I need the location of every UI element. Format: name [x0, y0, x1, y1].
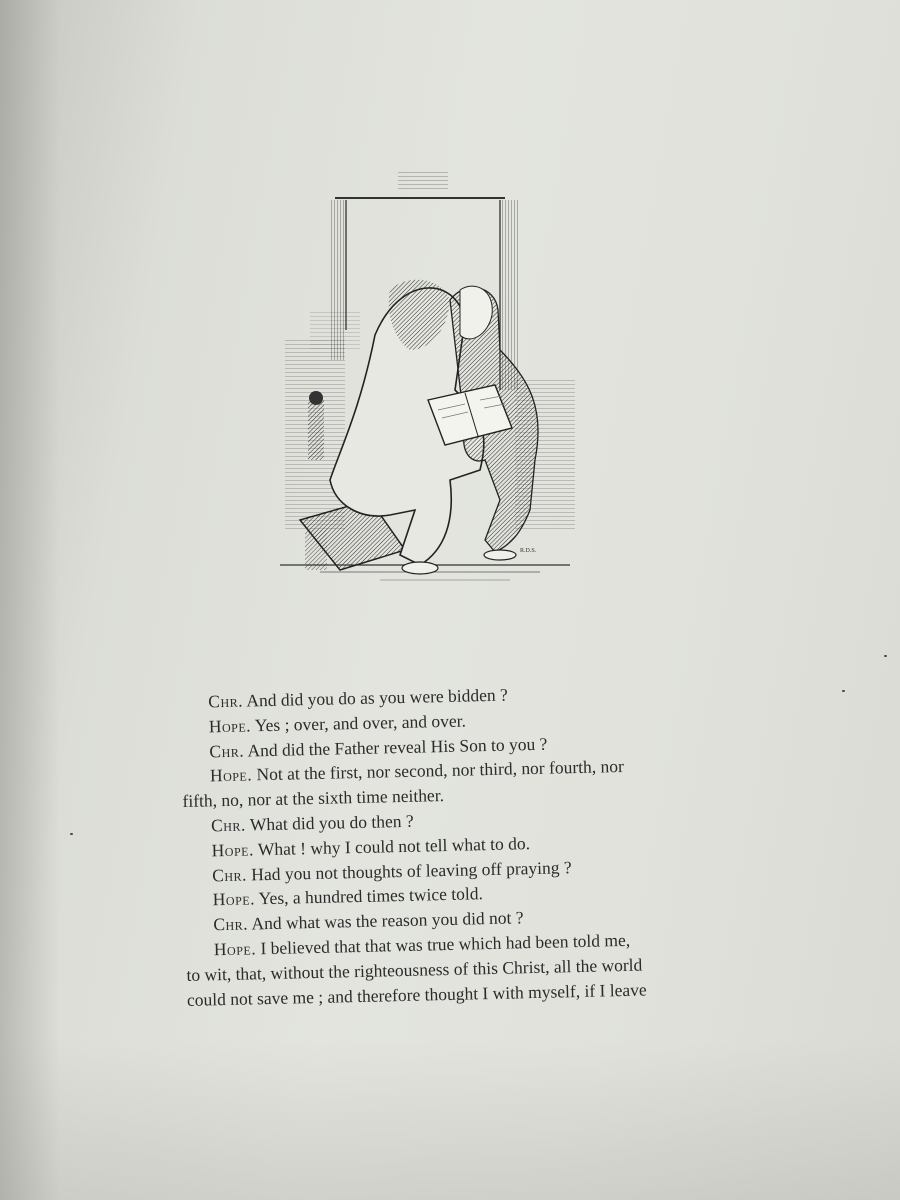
dialogue-line: fifth, no, nor at the sixth time neither.	[182, 785, 445, 812]
dialogue-line: Chr. Had you not thoughts of leaving off praying ?	[211, 856, 572, 885]
dialogue-line: Hope. Yes, a hundred times twice told.	[212, 883, 484, 910]
ink-speck	[70, 833, 73, 835]
dialogue-line: Hope. Not at the first, nor second, nor third, nor fourth, nor	[209, 756, 625, 786]
page-bottom-shadow	[0, 1040, 900, 1200]
ink-speck	[842, 690, 845, 692]
engraving-two-figures-reading-book-icon	[280, 160, 580, 590]
dialogue-line: Hope. I believed that that was true which had been told me,	[213, 929, 631, 960]
dialogue-text	[180, 678, 732, 1013]
dialogue-line: Chr. What did you do then ?	[210, 810, 414, 836]
dialogue-line: could not save me ; and therefore thought I with myself, if I leave	[186, 979, 647, 1010]
dialogue-line: Hope. Yes ; over, and over, and over.	[208, 710, 467, 737]
engraving-illustration	[280, 160, 580, 590]
dialogue-line: Chr. And did you do as you were bidden ?	[208, 684, 509, 712]
dialogue-line: Hope. What ! why I could not tell what to do.	[211, 832, 531, 861]
ink-speck	[884, 655, 887, 657]
dialogue-line: Chr. And what was the reason you did not ?	[213, 907, 524, 935]
dialogue-line: to wit, that, without the righteousness of this Christ, all the world	[186, 954, 643, 985]
illustration-signature: R.D.S.	[520, 548, 537, 554]
dialogue-line: Chr. And did the Father reveal His Son to you ?	[209, 733, 548, 761]
page-gutter-shadow	[0, 0, 60, 1200]
